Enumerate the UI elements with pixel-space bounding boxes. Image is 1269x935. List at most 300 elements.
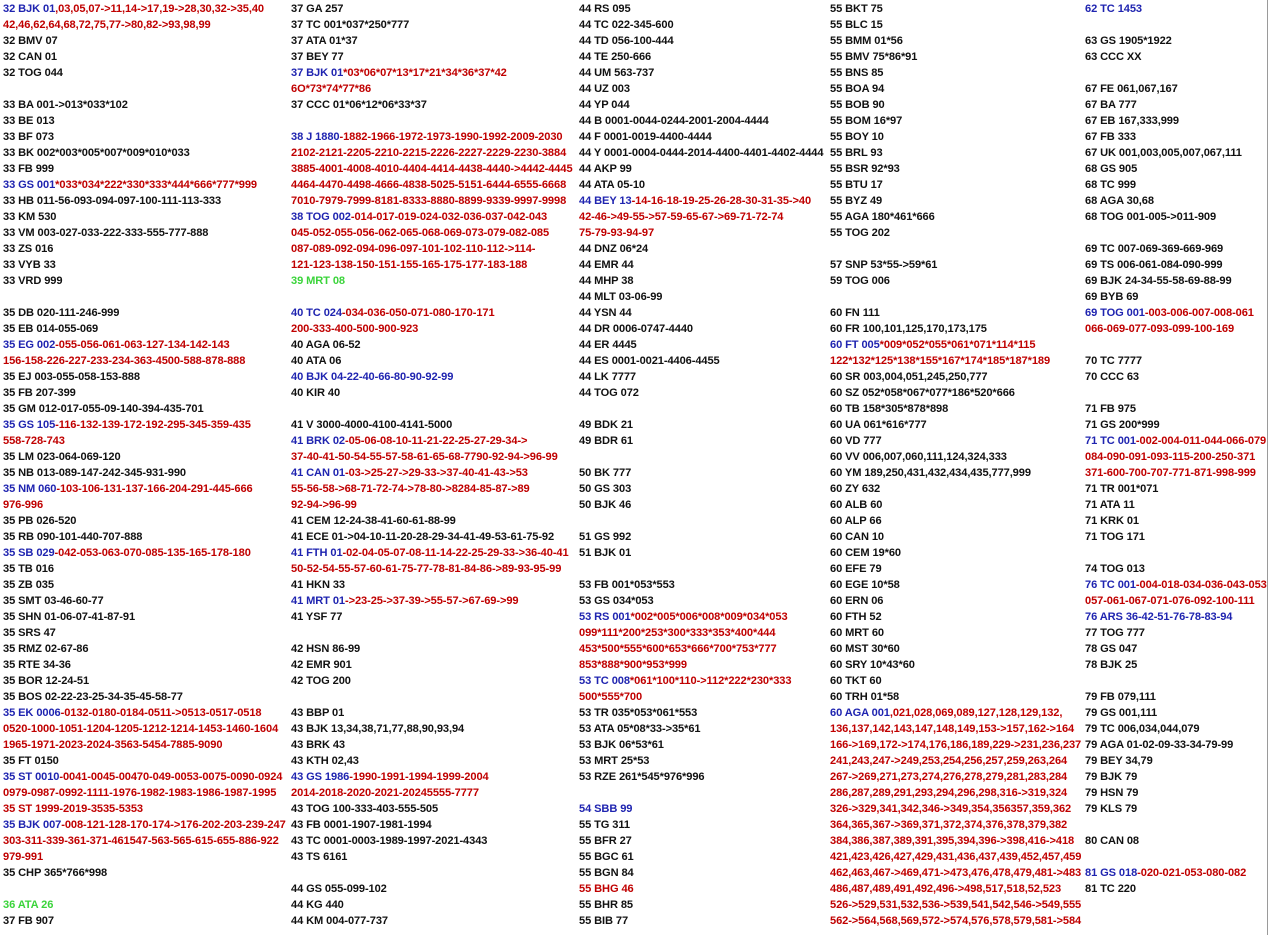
listing-line [1085, 129, 1267, 145]
listing-line [291, 97, 573, 113]
listing-line [3, 529, 286, 545]
entry-code: 71 TOG 171 [1085, 531, 1145, 543]
listing-line [1085, 561, 1267, 577]
listing-line [3, 321, 286, 337]
entry-code: 44 BEY 13 [579, 195, 632, 207]
entry-code: 40 KIR 40 [291, 387, 341, 399]
listing-line [830, 817, 1081, 833]
listing-line [1085, 289, 1267, 305]
listing-line [830, 721, 1081, 737]
entry-code: 44 ER 4445 [579, 339, 637, 351]
listing-line [3, 913, 286, 929]
entry-code: 60 SZ 052*058*067*077*186*520*666 [830, 387, 1015, 399]
entry-code: 77 TOG 777 [1085, 627, 1145, 639]
listing-line [579, 529, 823, 545]
listing-line [1085, 513, 1267, 529]
blank-line [579, 561, 823, 577]
listing-line [1085, 241, 1267, 257]
entry-code: 066-069-077-093-099-100-169 [1085, 323, 1235, 335]
entry-code: 7010-7979-7999-8181-8333-8880-8899-9339-9997-9998 [291, 195, 567, 207]
listing-line [3, 769, 286, 785]
listing-line [3, 545, 286, 561]
entry-numbers: *061*100*110->112*222*230*333 [629, 675, 792, 687]
listing-line [1085, 33, 1267, 49]
listing-line [291, 641, 573, 657]
blank-line [1085, 17, 1267, 33]
listing-line [830, 321, 1081, 337]
listing-line [579, 385, 823, 401]
listing-line [579, 257, 823, 273]
entry-code: 44 Y 0001-0004-0444-2014-4400-4401-4402-4444 [579, 147, 824, 159]
listing-line [830, 225, 1081, 241]
entry-code: 36 ATA 26 [3, 899, 54, 911]
listing-line [830, 305, 1081, 321]
entry-code: 37 ATA 01*37 [291, 35, 358, 47]
entry-code: 69 BYB 69 [1085, 291, 1139, 303]
entry-code: 39 MRT 08 [291, 275, 345, 287]
listing-line [1085, 305, 1267, 321]
listing-line [830, 673, 1081, 689]
entry-code: 55 BOM 16*97 [830, 115, 903, 127]
entry-code: 70 CCC 63 [1085, 371, 1139, 383]
entry-code: 60 ZY 632 [830, 483, 881, 495]
entry-code: 67 BA 777 [1085, 99, 1137, 111]
blank-line [830, 241, 1081, 257]
entry-code: 60 CEM 19*60 [830, 547, 901, 559]
entry-code: 42-46->49-55->57-59-65-67->69-71-72-74 [579, 211, 784, 223]
entry-code: 976-996 [3, 499, 44, 511]
listing-line [291, 593, 573, 609]
listing-line [579, 593, 823, 609]
listing-line [830, 785, 1081, 801]
entry-code: 40 AGA 06-52 [291, 339, 361, 351]
entry-numbers: -14-16-18-19-25-26-28-30-31-35->40 [631, 195, 812, 207]
listing-line [291, 369, 573, 385]
listing-line [579, 193, 823, 209]
entry-code: 60 ALP 66 [830, 515, 882, 527]
entry-code: 71 ATA 11 [1085, 499, 1135, 511]
listing-line [3, 577, 286, 593]
listing-line [579, 673, 823, 689]
listing-line [1085, 481, 1267, 497]
entry-code: 53 ATA 05*08*33->35*61 [579, 723, 701, 735]
entry-code: 32 BMV 07 [3, 35, 58, 47]
entry-code: 35 RB 090-101-440-707-888 [3, 531, 143, 543]
listing-line [1085, 321, 1267, 337]
entry-code: 69 TOG 001 [1085, 307, 1145, 319]
listing-line [1085, 609, 1267, 625]
entry-code: 60 VV 006,007,060,111,124,324,333 [830, 451, 1007, 463]
listing-line [291, 337, 573, 353]
listing-line [1085, 705, 1267, 721]
entry-code: 35 FB 207-399 [3, 387, 76, 399]
listing-line [830, 689, 1081, 705]
entry-code: 67 EB 167,333,999 [1085, 115, 1179, 127]
entry-code: 57 SNP 53*55->59*61 [830, 259, 938, 271]
entry-code: 40 BJK 04-22-40-66-80-90-92-99 [291, 371, 454, 383]
listing-line [579, 721, 823, 737]
entry-code: 68 TOG 001-005->011-909 [1085, 211, 1217, 223]
entry-code: 853*888*900*953*999 [579, 659, 687, 671]
listing-line [830, 849, 1081, 865]
listing-line [3, 673, 286, 689]
listing-line [830, 465, 1081, 481]
entry-code: 78 BJK 25 [1085, 659, 1138, 671]
entry-code: 55 BNS 85 [830, 67, 884, 79]
listing-line [1085, 145, 1267, 161]
entry-numbers: -003-006-007-008-061 [1144, 307, 1254, 319]
entry-code: 35 EB 014-055-069 [3, 323, 99, 335]
entry-numbers: ->23-25->37-39->55-57->67-69->99 [344, 595, 519, 607]
listing-line [291, 753, 573, 769]
entry-code: 60 YM 189,250,431,432,434,435,777,999 [830, 467, 1031, 479]
listing-line [3, 401, 286, 417]
entry-code: 35 ST 1999-2019-3535-5353 [3, 803, 143, 815]
listing-line [3, 33, 286, 49]
entry-code: 3885-4001-4008-4010-4404-4414-4438-4440->4442-4445 [291, 163, 573, 175]
listing-line [1085, 49, 1267, 65]
entry-code: 453*500*555*600*653*666*700*753*777 [579, 643, 777, 655]
listing-line [830, 833, 1081, 849]
entry-code: 78 GS 047 [1085, 643, 1138, 655]
listing-column-4 [830, 1, 1081, 929]
blank-line [291, 401, 573, 417]
listing-line [291, 433, 573, 449]
entry-code: 55 BOA 94 [830, 83, 885, 95]
entry-code: 53 TR 035*053*061*553 [579, 707, 698, 719]
listing-line [830, 273, 1081, 289]
listing-line [1085, 625, 1267, 641]
listing-line [830, 609, 1081, 625]
entry-code: 60 FT 005 [830, 339, 880, 351]
listing-line [1085, 273, 1267, 289]
entry-code: 37 FB 907 [3, 915, 54, 927]
entry-code: 0979-0987-0992-1111-1976-1982-1983-1986-1987-1995 [3, 787, 277, 799]
entry-code: 44 ATA 05-10 [579, 179, 646, 191]
listing-line [830, 337, 1081, 353]
listing-line [579, 353, 823, 369]
entry-code: 33 GS 001 [3, 179, 56, 191]
entry-code: 60 ALB 60 [830, 499, 883, 511]
blank-line [1085, 65, 1267, 81]
listing-line [830, 17, 1081, 33]
entry-numbers: -014-017-019-024-032-036-037-042-043 [350, 211, 548, 223]
entry-code: 53 GS 034*053 [579, 595, 654, 607]
entry-code: 35 RMZ 02-67-86 [3, 643, 89, 655]
right-border-line [1267, 0, 1268, 935]
entry-code: 057-061-067-071-076-092-100-111 [1085, 595, 1255, 607]
listing-line [579, 705, 823, 721]
blank-line [1085, 337, 1267, 353]
listing-line [830, 161, 1081, 177]
entry-numbers: -034-036-050-071-080-170-171 [341, 307, 495, 319]
entry-code: 35 BJK 007 [3, 819, 62, 831]
listing-line [291, 209, 573, 225]
listing-line [830, 33, 1081, 49]
entry-code: 60 UA 061*616*777 [830, 419, 927, 431]
listing-line [1085, 593, 1267, 609]
entry-code: 35 NM 060 [3, 483, 57, 495]
entry-code: 35 SMT 03-46-60-77 [3, 595, 104, 607]
listing-line [1085, 209, 1267, 225]
entry-code: 1965-1971-2023-2024-3563-5454-7885-9090 [3, 739, 223, 751]
listing-line [579, 417, 823, 433]
listing-line [1085, 193, 1267, 209]
entry-code: 60 VD 777 [830, 435, 882, 447]
listing-line [3, 145, 286, 161]
entry-code: 60 MRT 60 [830, 627, 884, 639]
entry-code: 33 BE 013 [3, 115, 55, 127]
entry-code: 81 TC 220 [1085, 883, 1136, 895]
listing-line [579, 241, 823, 257]
listing-line [579, 833, 823, 849]
entry-code: 44 KG 440 [291, 899, 344, 911]
listing-line [291, 785, 573, 801]
entry-code: 38 J 1880 [291, 131, 340, 143]
entry-code: 55 BSR 92*93 [830, 163, 900, 175]
entry-code: 60 ERN 06 [830, 595, 884, 607]
listing-line [1085, 881, 1267, 897]
entry-code: 49 BDR 61 [579, 435, 633, 447]
listing-column-5 [1085, 1, 1267, 897]
entry-code: 40 TC 024 [291, 307, 342, 319]
listing-line [291, 49, 573, 65]
entry-code: 55 BIB 77 [579, 915, 629, 927]
listing-line [579, 689, 823, 705]
entry-code: 63 CCC XX [1085, 51, 1142, 63]
listing-line [1085, 401, 1267, 417]
entry-code: 33 ZS 016 [3, 243, 54, 255]
entry-code: 44 F 0001-0019-4400-4444 [579, 131, 712, 143]
listing-line [830, 481, 1081, 497]
listing-line [3, 737, 286, 753]
entry-code: 41 CAN 01 [291, 467, 345, 479]
entry-code: 60 SR 003,004,051,245,250,777 [830, 371, 988, 383]
listing-line [579, 369, 823, 385]
listing-line [1085, 433, 1267, 449]
entry-code: 42 EMR 901 [291, 659, 352, 671]
entry-code: 33 BA 001->013*033*102 [3, 99, 128, 111]
listing-line [291, 145, 573, 161]
listing-line [579, 481, 823, 497]
listing-line [830, 417, 1081, 433]
entry-code: 60 SRY 10*43*60 [830, 659, 915, 671]
entry-numbers: -042-053-063-070-085-135-165-178-180 [54, 547, 251, 559]
blank-line [3, 881, 286, 897]
entry-code: 41 HKN 33 [291, 579, 345, 591]
entry-numbers: ,03,05,07->11,14->17,19->28,30,32->35,40 [55, 3, 264, 15]
entry-code: 326->329,341,342,346->349,354,356357,359,362 [830, 803, 1072, 815]
listing-line [1085, 785, 1267, 801]
entry-code: 37 BJK 01 [291, 67, 344, 79]
listing-line [291, 657, 573, 673]
entry-code: 40 ATA 06 [291, 355, 342, 367]
entry-code: 44 DNZ 06*24 [579, 243, 649, 255]
entry-code: 55 BLC 15 [830, 19, 883, 31]
entry-code: 979-991 [3, 851, 44, 863]
entry-code: 60 FTH 52 [830, 611, 882, 623]
listing-line [579, 609, 823, 625]
listing-line [830, 1, 1081, 17]
entry-code: 71 TR 001*071 [1085, 483, 1159, 495]
listing-line [1085, 161, 1267, 177]
listing-line [291, 737, 573, 753]
entry-code: 55 BGN 84 [579, 867, 634, 879]
listing-line [291, 273, 573, 289]
entry-code: 60 FN 111 [830, 307, 880, 319]
entry-code: 44 TE 250-666 [579, 51, 652, 63]
listing-line [1085, 353, 1267, 369]
entry-code: 44 EMR 44 [579, 259, 634, 271]
entry-code: 421,423,426,427,429,431,436,437,439,452,457,459 [830, 851, 1082, 863]
listing-line [3, 337, 286, 353]
listing-line [1085, 689, 1267, 705]
listing-line [579, 161, 823, 177]
listing-line [291, 81, 573, 97]
entry-code: 79 HSN 79 [1085, 787, 1139, 799]
entry-code: 55 BGC 61 [579, 851, 634, 863]
entry-code: 37 TC 001*037*250*777 [291, 19, 410, 31]
listing-line [579, 337, 823, 353]
listing-line [579, 145, 823, 161]
entry-code: 37 GA 257 [291, 3, 344, 15]
listing-line [1085, 657, 1267, 673]
listing-line [579, 865, 823, 881]
entry-code: 44 MHP 38 [579, 275, 634, 287]
listing-line [1085, 97, 1267, 113]
listing-line [3, 465, 286, 481]
entry-code: 41 FTH 01 [291, 547, 343, 559]
listing-line [291, 449, 573, 465]
entry-code: 53 RZE 261*545*976*996 [579, 771, 705, 783]
listing-line [291, 257, 573, 273]
entry-code: 55 AGA 180*461*666 [830, 211, 935, 223]
listing-line [3, 705, 286, 721]
listing-line [830, 657, 1081, 673]
listing-line [579, 33, 823, 49]
listing-line [3, 689, 286, 705]
entry-code: 087-089-092-094-096-097-101-102-110-112->114- [291, 243, 536, 255]
listing-line [3, 353, 286, 369]
entry-code: 33 VYB 33 [3, 259, 56, 271]
entry-numbers: -103-106-131-137-166-204-291-445-666 [56, 483, 253, 495]
listing-line [830, 753, 1081, 769]
entry-code: 63 GS 1905*1922 [1085, 35, 1172, 47]
listing-line [579, 753, 823, 769]
entry-code: 38 TOG 002 [291, 211, 351, 223]
entry-code: 41 MRT 01 [291, 595, 345, 607]
entry-code: 33 BF 073 [3, 131, 54, 143]
entry-code: 526->529,531,532,536->539,541,542,546->549,555 [830, 899, 1082, 911]
entry-code: 60 EGE 10*58 [830, 579, 900, 591]
listing-line [291, 721, 573, 737]
listing-line [830, 257, 1081, 273]
listing-line [830, 193, 1081, 209]
entry-code: 79 AGA 01-02-09-33-34-79-99 [1085, 739, 1234, 751]
entry-code: 41 V 3000-4000-4100-4141-5000 [291, 419, 453, 431]
entry-code: 44 AKP 99 [579, 163, 632, 175]
entry-code: 2014-2018-2020-2021-20245555-7777 [291, 787, 479, 799]
entry-code: 35 GS 105 [3, 419, 56, 431]
entry-code: 50 BJK 46 [579, 499, 632, 511]
listing-line [3, 1, 286, 17]
entry-code: 42,46,62,64,68,72,75,77->80,82->93,98,99 [3, 19, 211, 31]
listing-line [3, 721, 286, 737]
entry-code: 084-090-091-093-115-200-250-371 [1085, 451, 1256, 463]
listing-line [3, 113, 286, 129]
listing-line [579, 657, 823, 673]
listing-line [291, 241, 573, 257]
entry-code: 35 BOR 12-24-51 [3, 675, 90, 687]
entry-numbers: -1882-1966-1972-1973-1990-1992-2009-2030 [339, 131, 563, 143]
listing-line [830, 369, 1081, 385]
entry-code: 81 GS 018 [1085, 867, 1138, 879]
entry-code: 41 ECE 01->04-10-11-20-28-29-34-41-49-53-61-75-92 [291, 531, 555, 543]
entry-code: 60 FR 100,101,125,170,173,175 [830, 323, 987, 335]
listing-line [579, 577, 823, 593]
entry-code: 43 BJK 13,34,38,71,77,88,90,93,94 [291, 723, 465, 735]
listing-line [830, 913, 1081, 929]
entry-code: 37 BEY 77 [291, 51, 344, 63]
listing-line [830, 177, 1081, 193]
entry-code: 241,243,247->249,253,254,256,257,259,263,264 [830, 755, 1068, 767]
listing-line [1085, 177, 1267, 193]
entry-code: 35 TB 016 [3, 563, 54, 575]
entry-code: 35 PB 026-520 [3, 515, 77, 527]
listing-line [3, 561, 286, 577]
entry-code: 6O*73*74*77*86 [291, 83, 372, 95]
listing-line [830, 49, 1081, 65]
blank-line [579, 785, 823, 801]
listing-line [3, 129, 286, 145]
listing-line [1085, 641, 1267, 657]
entry-code: 35 CHP 365*766*998 [3, 867, 108, 879]
entry-code: 35 FT 0150 [3, 755, 59, 767]
listing-line [830, 129, 1081, 145]
entry-code: 4464-4470-4498-4666-4838-5025-5151-6444-6555-6668 [291, 179, 567, 191]
listing-line [3, 257, 286, 273]
entry-code: 41 BRK 02 [291, 435, 345, 447]
listing-line [579, 273, 823, 289]
entry-code: 71 TC 001 [1085, 435, 1136, 447]
entry-code: 74 TOG 013 [1085, 563, 1145, 575]
entry-code: 55 BMV 75*86*91 [830, 51, 918, 63]
entry-code: 200-333-400-500-900-923 [291, 323, 419, 335]
entry-code: 59 TOG 006 [830, 275, 890, 287]
entry-code: 33 VRD 999 [3, 275, 63, 287]
listing-line [830, 113, 1081, 129]
blank-line [1085, 849, 1267, 865]
listing-line [1085, 449, 1267, 465]
blank-line [291, 689, 573, 705]
listing-line [1085, 753, 1267, 769]
entry-code: 462,463,467->469,471->473,476,478,479,481->483 [830, 867, 1082, 879]
listing-line [3, 785, 286, 801]
listing-line [3, 305, 286, 321]
entry-code: 33 KM 530 [3, 211, 57, 223]
entry-numbers: -05-06-08-10-11-21-22-25-27-29-34-> [344, 435, 528, 447]
listing-line [3, 385, 286, 401]
entry-code: 76 ARS 36-42-51-76-78-83-94 [1085, 611, 1233, 623]
entry-code: 55 BRL 93 [830, 147, 883, 159]
entry-code: 136,137,142,143,147,148,149,153->157,162->164 [830, 723, 1075, 735]
listing-line [3, 241, 286, 257]
entry-code: 42 HSN 86-99 [291, 643, 361, 655]
listing-line [1085, 369, 1267, 385]
listing-line [830, 625, 1081, 641]
listing-line [1085, 113, 1267, 129]
listing-line [291, 833, 573, 849]
